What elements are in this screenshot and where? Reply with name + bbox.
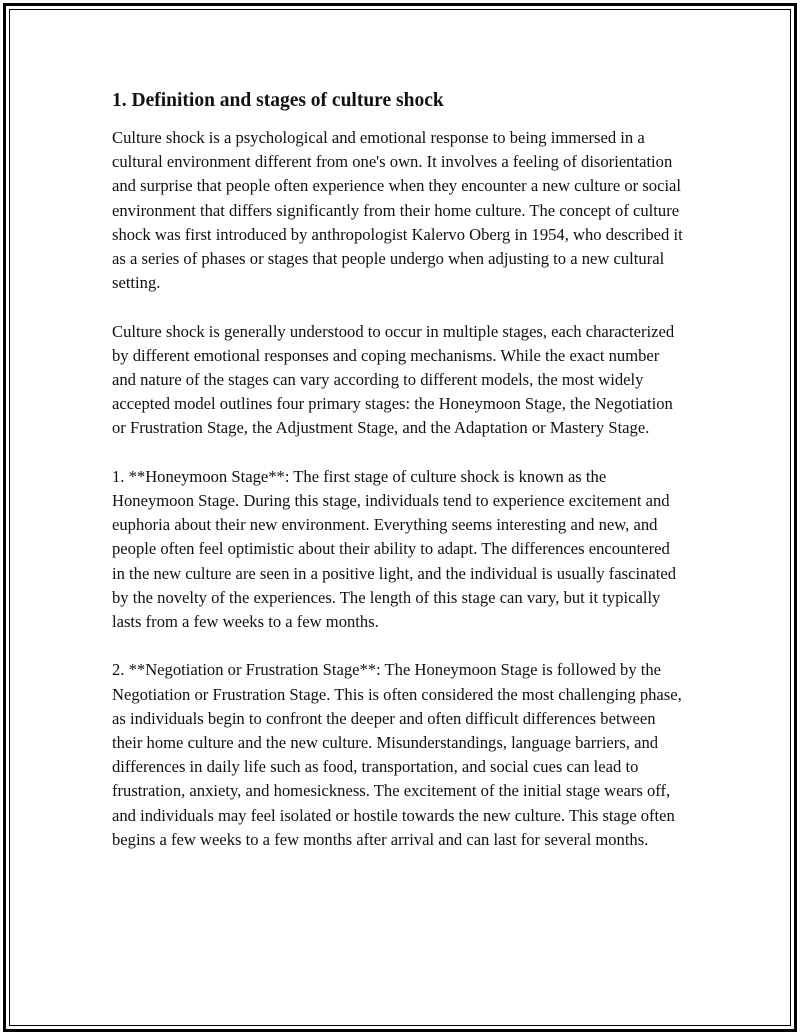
document-body: [112, 88, 684, 876]
section-heading: 1. Definition and stages of culture shock: [112, 90, 444, 111]
paragraph-stages-overview: Culture shock is generally understood to occur in multiple stages, each characterized by different emotional responses and coping mechanisms. While the exact number and nature of the stages can vary according to different models, the most widely accepted model outlines four primary stages: the Honeymoon Stage, the Negotiation or Frustration Stage, the Adjustment Stage, and the Adaptation or Mastery Stage.: [112, 321, 675, 438]
paragraph-negotiation-stage: 2. **Negotiation or Frustration Stage**: The Honeymoon Stage is followed by the Negotiation or Frustration Stage. This is often considered the most challenging phase, as individuals begin to confront the deeper and often difficult differences between their home culture and the new culture. Misunderstandings, language barriers, and differences in daily life such as food, transportation, and social cues can lead to frustration, anxiety, and homesickness. The excitement of the initial stage wears off, and individuals may feel isolated or hostile towards the new culture. This stage often begins a few weeks to a few months after arrival and can last for several months.: [112, 660, 682, 849]
paragraph-intro: Culture shock is a psychological and emotional response to being immersed in a cultural environment different from one's own. It involves a feeling of disorientation and surprise that people often experience when they encounter a new culture or social environment that differs significantly from their home culture. The concept of culture shock was first introduced by anthropologist Kalervo Oberg in 1954, who described it as a series of phases or stages that people undergo when adjusting to a new cultural setting.: [112, 128, 683, 293]
paragraph-honeymoon-stage: 1. **Honeymoon Stage**: The first stage of culture shock is known as the Honeymoon Stage. During this stage, individuals tend to experience excitement and euphoria about their new environment. Everything seems interesting and new, and people often feel optimistic about their ability to adapt. The differences encountered in the new culture are seen in a positive light, and the individual is usually fascinated by the novelty of the experiences. The length of this stage can vary, but it typically lasts from a few weeks to a few months.: [112, 466, 677, 632]
